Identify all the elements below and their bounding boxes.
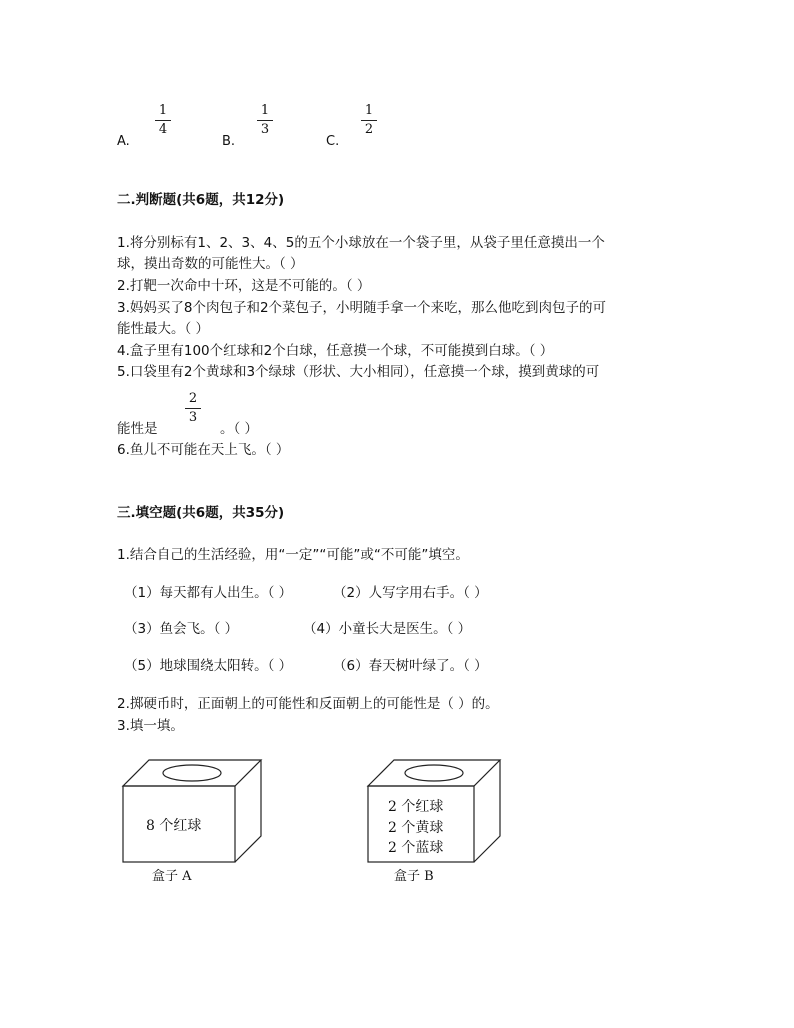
fraction-numerator: 1	[158, 103, 168, 118]
judge-q3-line2: 能性最大。（ ）	[117, 321, 210, 337]
box-a-line-1: 8 个红球	[146, 818, 202, 834]
fill-q1-item-4: （4）小童长大是医生。（ ）	[303, 621, 472, 637]
box-b-line-2: 2 个黄球	[388, 820, 444, 836]
judge-q5-prefix: 能性是	[117, 421, 158, 437]
judge-q6: 6.鱼儿不可能在天上飞。（ ）	[117, 442, 290, 458]
fill-q1-item-6: （6）春天树叶绿了。（ ）	[333, 658, 488, 674]
fraction-denominator: 3	[188, 410, 198, 425]
fill-q1-item-5: （5）地球围绕太阳转。（ ）	[124, 658, 293, 674]
fraction-numerator: 1	[364, 103, 374, 118]
judge-q4: 4.盒子里有100个红球和2个白球，任意摸一个球，不可能摸到白球。（ ）	[117, 343, 554, 359]
judge-q5-suffix: 。（ ）	[220, 421, 259, 437]
fraction-numerator: 2	[188, 391, 198, 406]
option-b-fraction	[257, 104, 273, 137]
judge-q5-line1: 5.口袋里有2个黄球和3个绿球（形状、大小相同），任意摸一个球，摸到黄球的可	[117, 364, 600, 380]
fill-q1: 1.结合自己的生活经验，用“一定”“可能”或“不可能”填空。	[117, 547, 469, 563]
box-a-caption: 盒子 A	[152, 869, 192, 884]
fraction-bar	[257, 120, 273, 121]
judge-q5-fraction	[185, 392, 201, 425]
fraction-numerator: 1	[260, 103, 270, 118]
fill-q1-item-1: （1）每天都有人出生。（ ）	[124, 585, 293, 601]
fraction-bar	[185, 408, 201, 409]
section2-heading: 二.判断题(共6题，共12分)	[117, 192, 285, 208]
judge-q1-line1: 1.将分别标有1、2、3、4、5的五个小球放在一个袋子里，从袋子里任意摸出一个	[117, 235, 605, 251]
judge-q3-line1: 3.妈妈买了8个肉包子和2个菜包子，小明随手拿一个来吃，那么他吃到肉包子的可	[117, 300, 607, 316]
fraction-bar	[155, 120, 171, 121]
box-a-drawing	[115, 752, 265, 867]
fraction-denominator: 2	[364, 122, 374, 137]
box-b-line-1: 2 个红球	[388, 799, 444, 815]
section3-heading: 三.填空题(共6题，共35分)	[117, 505, 285, 521]
judge-q1-line2: 球，摸出奇数的可能性大。（ ）	[117, 256, 304, 272]
fill-q2: 2.掷硬币时，正面朝上的可能性和反面朝上的可能性是（ ）的。	[117, 696, 499, 712]
fill-q3: 3.填一填。	[117, 718, 184, 734]
judge-q2: 2.打靶一次命中十环，这是不可能的。（ ）	[117, 278, 371, 294]
option-c-label: C.	[326, 134, 340, 149]
fraction-denominator: 3	[260, 122, 270, 137]
fraction-bar	[361, 120, 377, 121]
option-c-fraction	[361, 104, 377, 137]
option-a-fraction	[155, 104, 171, 137]
fill-q1-item-2: （2）人写字用右手。（ ）	[333, 585, 488, 601]
box-b-line-3: 2 个蓝球	[388, 840, 444, 856]
fill-q1-item-3: （3）鱼会飞。（ ）	[124, 621, 239, 637]
option-b-label: B.	[222, 134, 236, 149]
option-a-label: A.	[117, 134, 130, 149]
box-b-caption: 盒子 B	[394, 869, 434, 884]
fraction-denominator: 4	[158, 122, 168, 137]
